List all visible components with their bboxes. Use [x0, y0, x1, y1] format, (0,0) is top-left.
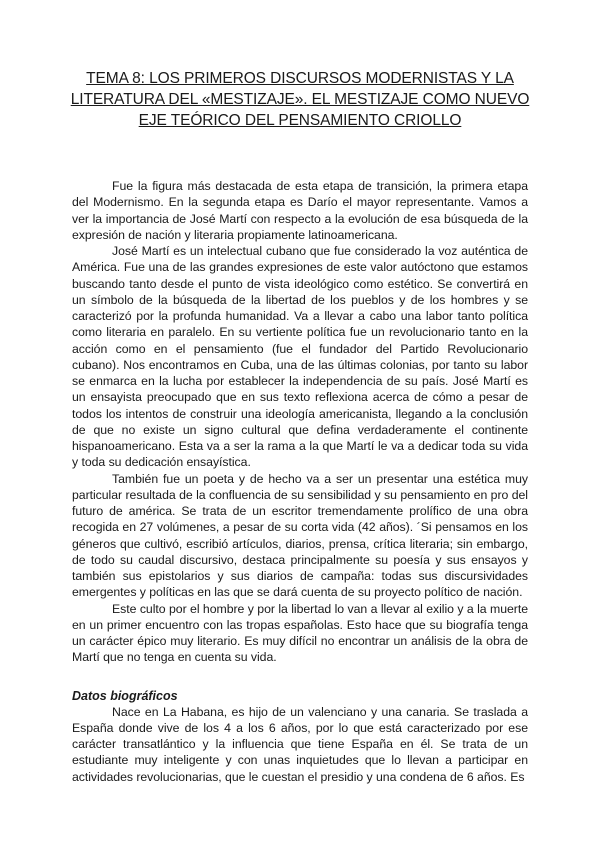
- paragraph: También fue un poeta y de hecho va a ser un presentar una estética muy particular resultada de la confluencia de su sensibilidad y su pensamiento en pro del futuro de américa. Se trata de un escritor tremendamente prolífico de una obra recogida en 27 volúmenes, a pesar de su corta vida (42 años). ´Si pensamos en los géneros que cultivó, escribió artículos, diarios, prensa, crítica literaria; sin embargo, de todo su caudal discursivo, destaca principalmente su poesía y sus ensayos y también sus epistolarios y sus diarios de campaña: todas sus discursividades emergentes y políticas en las que se dará cuenta de su proyecto político de nación.: [72, 471, 528, 600]
- document-body: [72, 178, 528, 785]
- paragraph: Nace en La Habana, es hijo de un valenciano y una canaria. Se traslada a España donde vive de los 4 a los 6 años, por lo que está caracterizado por ese carácter transatlántico y la influencia que tiene España en él. Se trata de un estudiante muy inteligente y con unas inquietudes que lo llevan a participar en actividades revolucionarias, que le cuestan el presidio y una condena de 6 años. Es: [72, 704, 528, 784]
- section-heading: Datos biográficos: [72, 688, 178, 703]
- document-title: TEMA 8: LOS PRIMEROS DISCURSOS MODERNISTAS Y LA LITERATURA DEL «MESTIZAJE». EL MESTIZAJE COMO NUEVO EJE TEÓRICO DEL PENSAMIENTO CRIOLLO: [70, 70, 530, 129]
- paragraph: José Martí es un intelectual cubano que fue considerado la voz auténtica de América. Fue una de las grandes expresiones de este valor autóctono que estamos buscando tanto desde el punto de vista ideológico como estético. Se convertirá en un símbolo de la búsqueda de la libertad de los pueblos y de los hombres y se caracterizó por la profunda humanidad. Va a llevar a cabo una labor tanto política como literaria en paralelo. En su vertiente política fue un revolucionario tanto en la acción como en el pensamiento (fue el fundador del Partido Revolucionario cubano). Nos encontramos en Cuba, una de las últimas colonias, por tanto su labor se enmarca en la lucha por establecer la independencia de su país. José Martí es un ensayista preocupado que en sus texto reflexiona acerca de cómo a pesar de todos los intentos de construir una ideología americanista, llegando a la conclusión de que no existe un signo cultural que defina verdaderamente el continente hispanoamericano. Esta va a ser la rama a la que Martí le va a dedicar toda su vida y toda su dedicación ensayística.: [72, 244, 528, 470]
- paragraph: Fue la figura más destacada de esta etapa de transición, la primera etapa del Modernismo. En la segunda etapa es Darío el mayor representante. Vamos a ver la importancia de José Martí con respecto a la evolución de esa búsqueda de la expresión de nación y literaria propiamente latinoamericana.: [72, 179, 528, 242]
- paragraph: Este culto por el hombre y por la libertad lo van a llevar al exilio y a la muerte en un primer encuentro con las tropas españolas. Esto hace que su biografía tenga un carácter épico muy literario. Es muy difícil no encontrar un análisis de la obra de Martí que no tenga en cuenta su vida.: [72, 601, 528, 665]
